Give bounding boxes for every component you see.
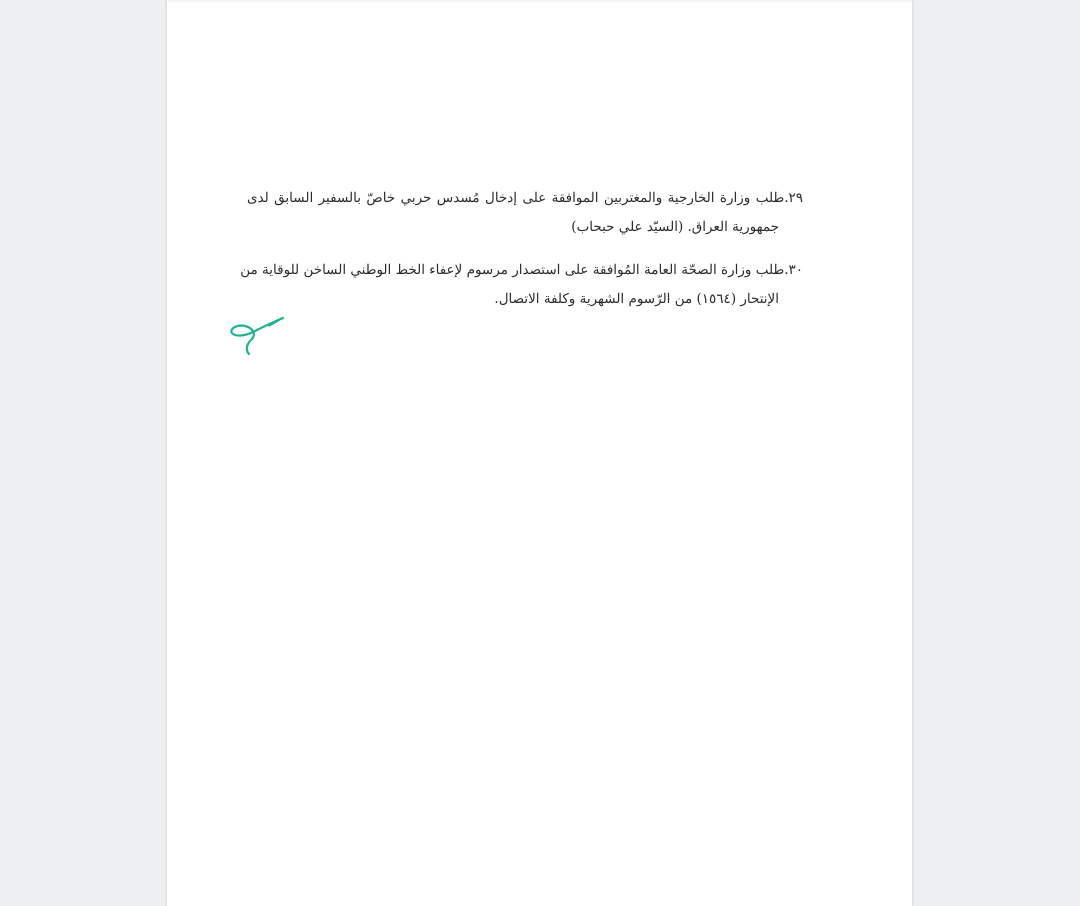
agenda-item-30-line2: الإنتحار (١٥٦٤) من الرّسوم الشهرية وكلفة الاتصال. — [494, 291, 779, 307]
item-text: طلب وزارة الصحّة العامة المُوافقة على استصدار مرسوم لإعفاء الخط الوطني الساخن للوقاية من — [240, 262, 785, 278]
faint-scan-mark — [517, 86, 565, 90]
item-number: ٣٠. — [784, 262, 803, 278]
item-number: ٢٩. — [784, 190, 803, 206]
signature-icon — [227, 312, 289, 362]
document-page — [167, 0, 912, 906]
agenda-items — [240, 184, 803, 328]
item-text: طلب وزارة الخارجية والمغتربين الموافقة على إدخال مُسدس حربي خاصّ بالسفير السابق لدى — [247, 190, 785, 206]
agenda-item-29 — [247, 184, 803, 242]
agenda-item-29-line1 — [247, 184, 803, 213]
page-top-edge — [167, 0, 912, 3]
agenda-item-30-line1 — [240, 256, 803, 285]
agenda-item-30 — [240, 256, 803, 314]
agenda-item-29-line2: جمهورية العراق. (السيّد علي حبحاب) — [571, 219, 779, 235]
